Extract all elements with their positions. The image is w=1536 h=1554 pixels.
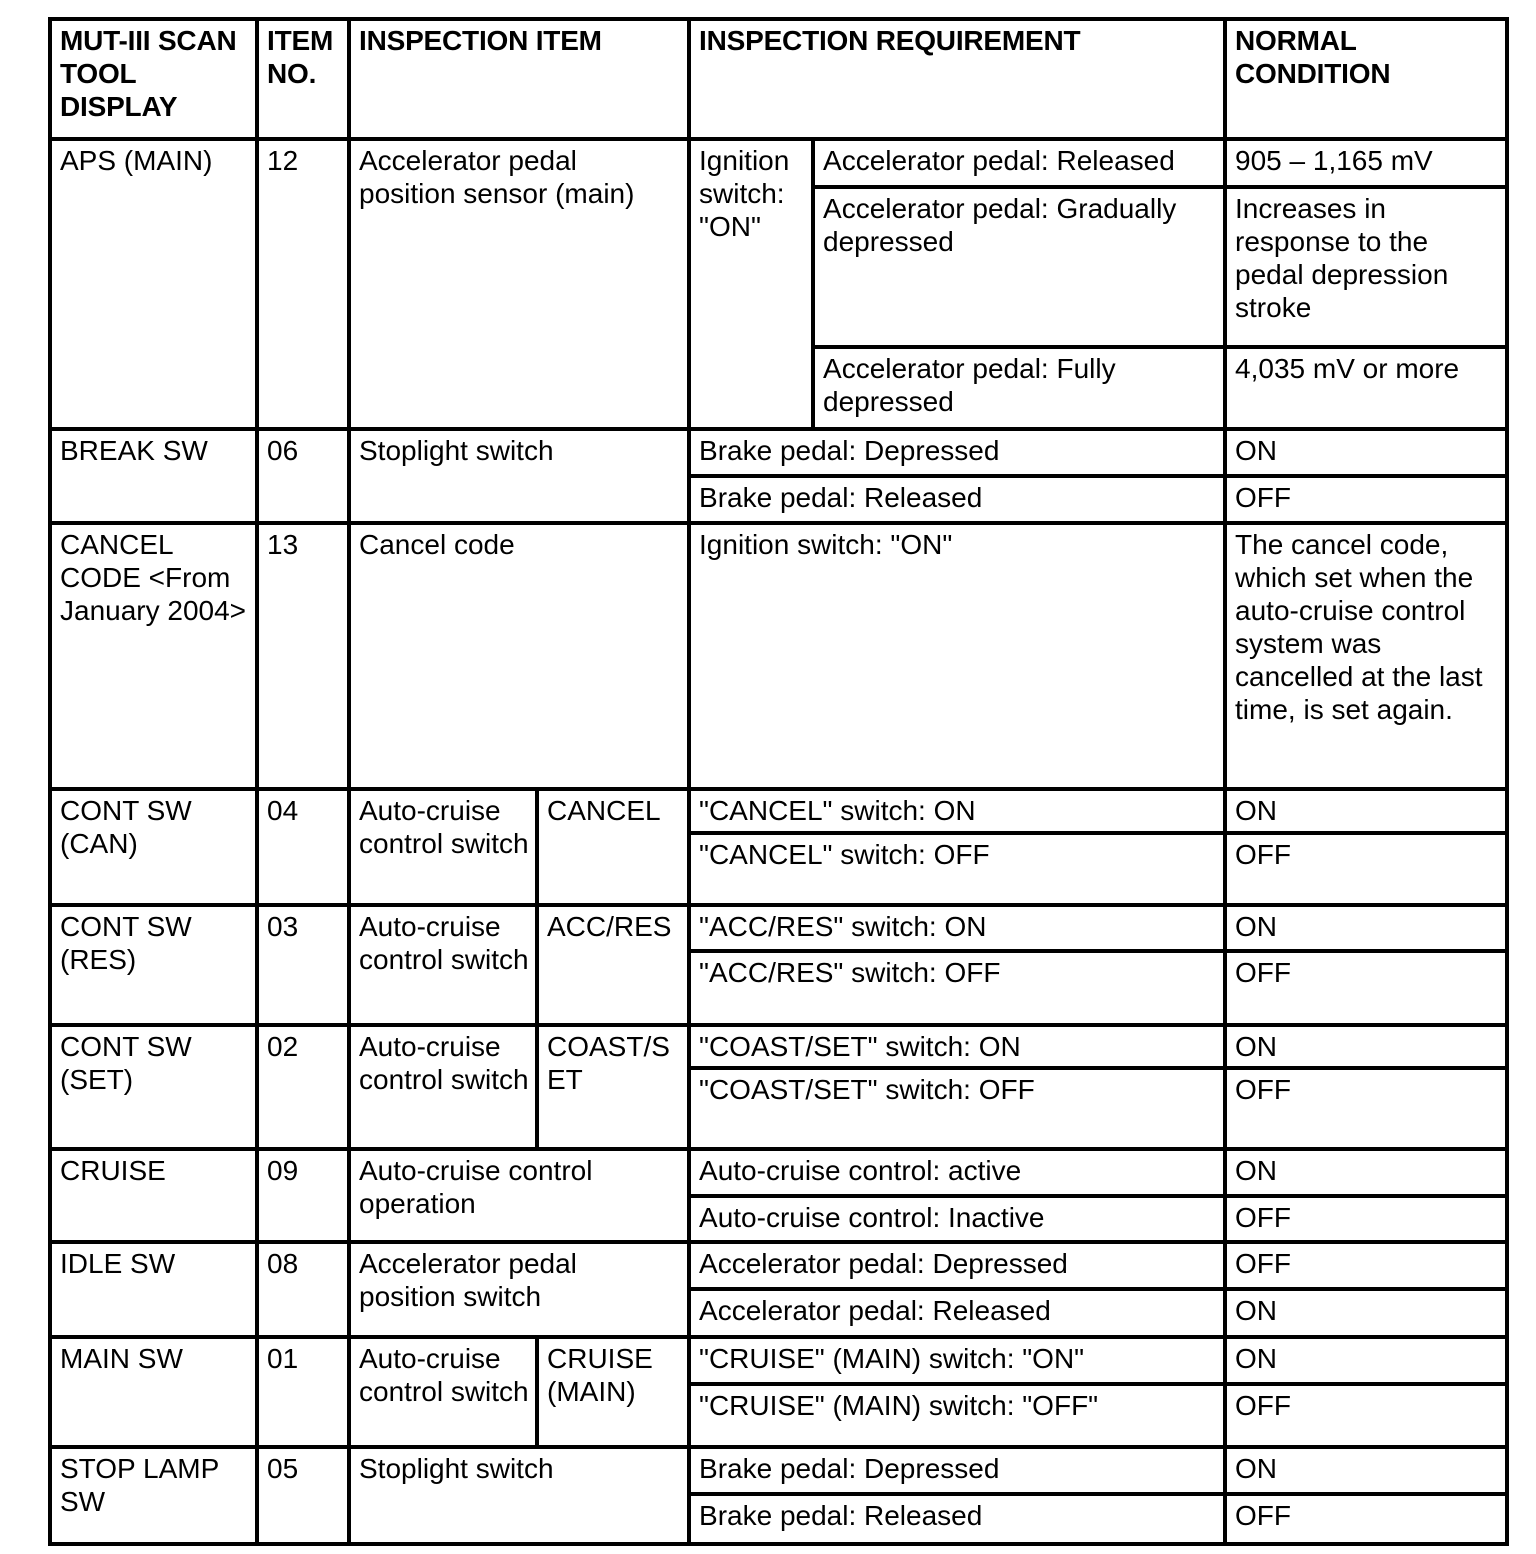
cell-inspection-requirement: Accelerator pedal: Depressed: [689, 1242, 1225, 1289]
cell-normal-condition: OFF: [1225, 1068, 1507, 1149]
cell-normal-condition: ON: [1225, 1149, 1507, 1196]
cell-item-no: 06: [257, 429, 349, 523]
cell-item-no: 05: [257, 1447, 349, 1544]
cell-scan-tool-display: BREAK SW: [50, 429, 257, 523]
column-header-item-no: ITEM NO.: [257, 19, 349, 139]
table-row: [50, 789, 1507, 833]
column-header-inspection-requirement: INSPECTION REQUIREMENT: [689, 19, 1225, 139]
cell-normal-condition: OFF: [1225, 1196, 1507, 1242]
cell-item-no: 01: [257, 1337, 349, 1447]
cell-item-no: 02: [257, 1025, 349, 1149]
cell-item-no: 12: [257, 139, 349, 429]
cell-inspection-item: Stoplight switch: [349, 1447, 689, 1544]
cell-item-no: 03: [257, 905, 349, 1025]
cell-scan-tool-display: CONT SW (CAN): [50, 789, 257, 905]
column-header-scan-tool-display: MUT-III SCAN TOOL DISPLAY: [50, 19, 257, 139]
cell-inspection-requirement: Auto-cruise control: active: [689, 1149, 1225, 1196]
cell-normal-condition: OFF: [1225, 476, 1507, 523]
cell-inspection-item: Auto-cruise control operation: [349, 1149, 689, 1242]
table-row: [50, 1447, 1507, 1494]
cell-scan-tool-display: IDLE SW: [50, 1242, 257, 1337]
cell-inspection-item: Auto-cruise control switch: [349, 789, 537, 905]
cell-scan-tool-display: CONT SW (RES): [50, 905, 257, 1025]
cell-scan-tool-display: CANCEL CODE <From January 2004>: [50, 523, 257, 789]
cell-normal-condition: ON: [1225, 1337, 1507, 1384]
cell-precondition: Ignition switch: "ON": [689, 139, 813, 429]
table-row: [50, 1149, 1507, 1196]
table-row: [50, 1242, 1507, 1289]
table-row: [50, 139, 1507, 187]
table-row: [50, 1025, 1507, 1068]
cell-inspection-item: Auto-cruise control switch: [349, 1337, 537, 1447]
cell-item-no: 04: [257, 789, 349, 905]
cell-inspection-item: Auto-cruise control switch: [349, 1025, 537, 1149]
cell-inspection-item: Accelerator pedal position switch: [349, 1242, 689, 1337]
cell-scan-tool-display: APS (MAIN): [50, 139, 257, 429]
cell-normal-condition: ON: [1225, 1025, 1507, 1068]
cell-scan-tool-display: STOP LAMP SW: [50, 1447, 257, 1544]
cell-inspection-sub-item: CRUISE (MAIN): [537, 1337, 689, 1447]
column-header-inspection-item: INSPECTION ITEM: [349, 19, 689, 139]
cell-inspection-item: Accelerator pedal position sensor (main): [349, 139, 689, 429]
cell-inspection-requirement: Brake pedal: Released: [689, 476, 1225, 523]
cell-inspection-requirement: "CANCEL" switch: ON: [689, 789, 1225, 833]
cell-inspection-requirement: "CRUISE" (MAIN) switch: "ON": [689, 1337, 1225, 1384]
cell-normal-condition: OFF: [1225, 951, 1507, 1025]
cell-inspection-requirement: "COAST/SET" switch: ON: [689, 1025, 1225, 1068]
cell-inspection-requirement: Brake pedal: Depressed: [689, 1447, 1225, 1494]
cell-item-no: 08: [257, 1242, 349, 1337]
cell-inspection-requirement: Brake pedal: Depressed: [689, 429, 1225, 476]
cell-inspection-sub-item: CANCEL: [537, 789, 689, 905]
cell-normal-condition: ON: [1225, 905, 1507, 951]
cell-normal-condition: ON: [1225, 1447, 1507, 1494]
cell-scan-tool-display: MAIN SW: [50, 1337, 257, 1447]
cell-inspection-requirement: "CANCEL" switch: OFF: [689, 833, 1225, 905]
cell-inspection-requirement: Ignition switch: "ON": [689, 523, 1225, 789]
cell-normal-condition: OFF: [1225, 1494, 1507, 1544]
cell-normal-condition: OFF: [1225, 1242, 1507, 1289]
cell-inspection-requirement: Auto-cruise control: Inactive: [689, 1196, 1225, 1242]
cell-normal-condition: 4,035 mV or more: [1225, 347, 1507, 429]
cell-item-no: 13: [257, 523, 349, 789]
cell-normal-condition: OFF: [1225, 833, 1507, 905]
cell-normal-condition: OFF: [1225, 1384, 1507, 1447]
cell-inspection-requirement: "CRUISE" (MAIN) switch: "OFF": [689, 1384, 1225, 1447]
cell-inspection-requirement: Accelerator pedal: Released: [689, 1289, 1225, 1337]
cell-inspection-sub-item: ACC/RES: [537, 905, 689, 1025]
cell-scan-tool-display: CONT SW (SET): [50, 1025, 257, 1149]
cell-inspection-item: Cancel code: [349, 523, 689, 789]
table-row: [50, 1337, 1507, 1384]
cell-inspection-requirement: "COAST/SET" switch: OFF: [689, 1068, 1225, 1149]
cell-inspection-requirement: Accelerator pedal: Gradually depressed: [813, 187, 1225, 347]
cell-inspection-item: Auto-cruise control switch: [349, 905, 537, 1025]
inspection-data-table: [48, 17, 1509, 1546]
table-row: [50, 523, 1507, 789]
cell-inspection-requirement: Accelerator pedal: Fully depressed: [813, 347, 1225, 429]
cell-normal-condition: Increases in response to the pedal depression stroke: [1225, 187, 1507, 347]
table-row: [50, 905, 1507, 951]
cell-inspection-requirement: "ACC/RES" switch: ON: [689, 905, 1225, 951]
cell-normal-condition: ON: [1225, 789, 1507, 833]
cell-normal-condition: ON: [1225, 1289, 1507, 1337]
cell-normal-condition: ON: [1225, 429, 1507, 476]
cell-inspection-requirement: "ACC/RES" switch: OFF: [689, 951, 1225, 1025]
cell-inspection-item: Stoplight switch: [349, 429, 689, 523]
cell-inspection-requirement: Accelerator pedal: Released: [813, 139, 1225, 187]
cell-normal-condition: The cancel code, which set when the auto-cruise control system was cancelled at the last time, is set again.: [1225, 523, 1507, 789]
cell-inspection-requirement: Brake pedal: Released: [689, 1494, 1225, 1544]
table-header-row: [50, 19, 1507, 139]
column-header-normal-condition: NORMAL CONDITION: [1225, 19, 1507, 139]
table-row: [50, 429, 1507, 476]
cell-inspection-sub-item: COAST/SET: [537, 1025, 689, 1149]
cell-normal-condition: 905 – 1,165 mV: [1225, 139, 1507, 187]
cell-scan-tool-display: CRUISE: [50, 1149, 257, 1242]
cell-item-no: 09: [257, 1149, 349, 1242]
